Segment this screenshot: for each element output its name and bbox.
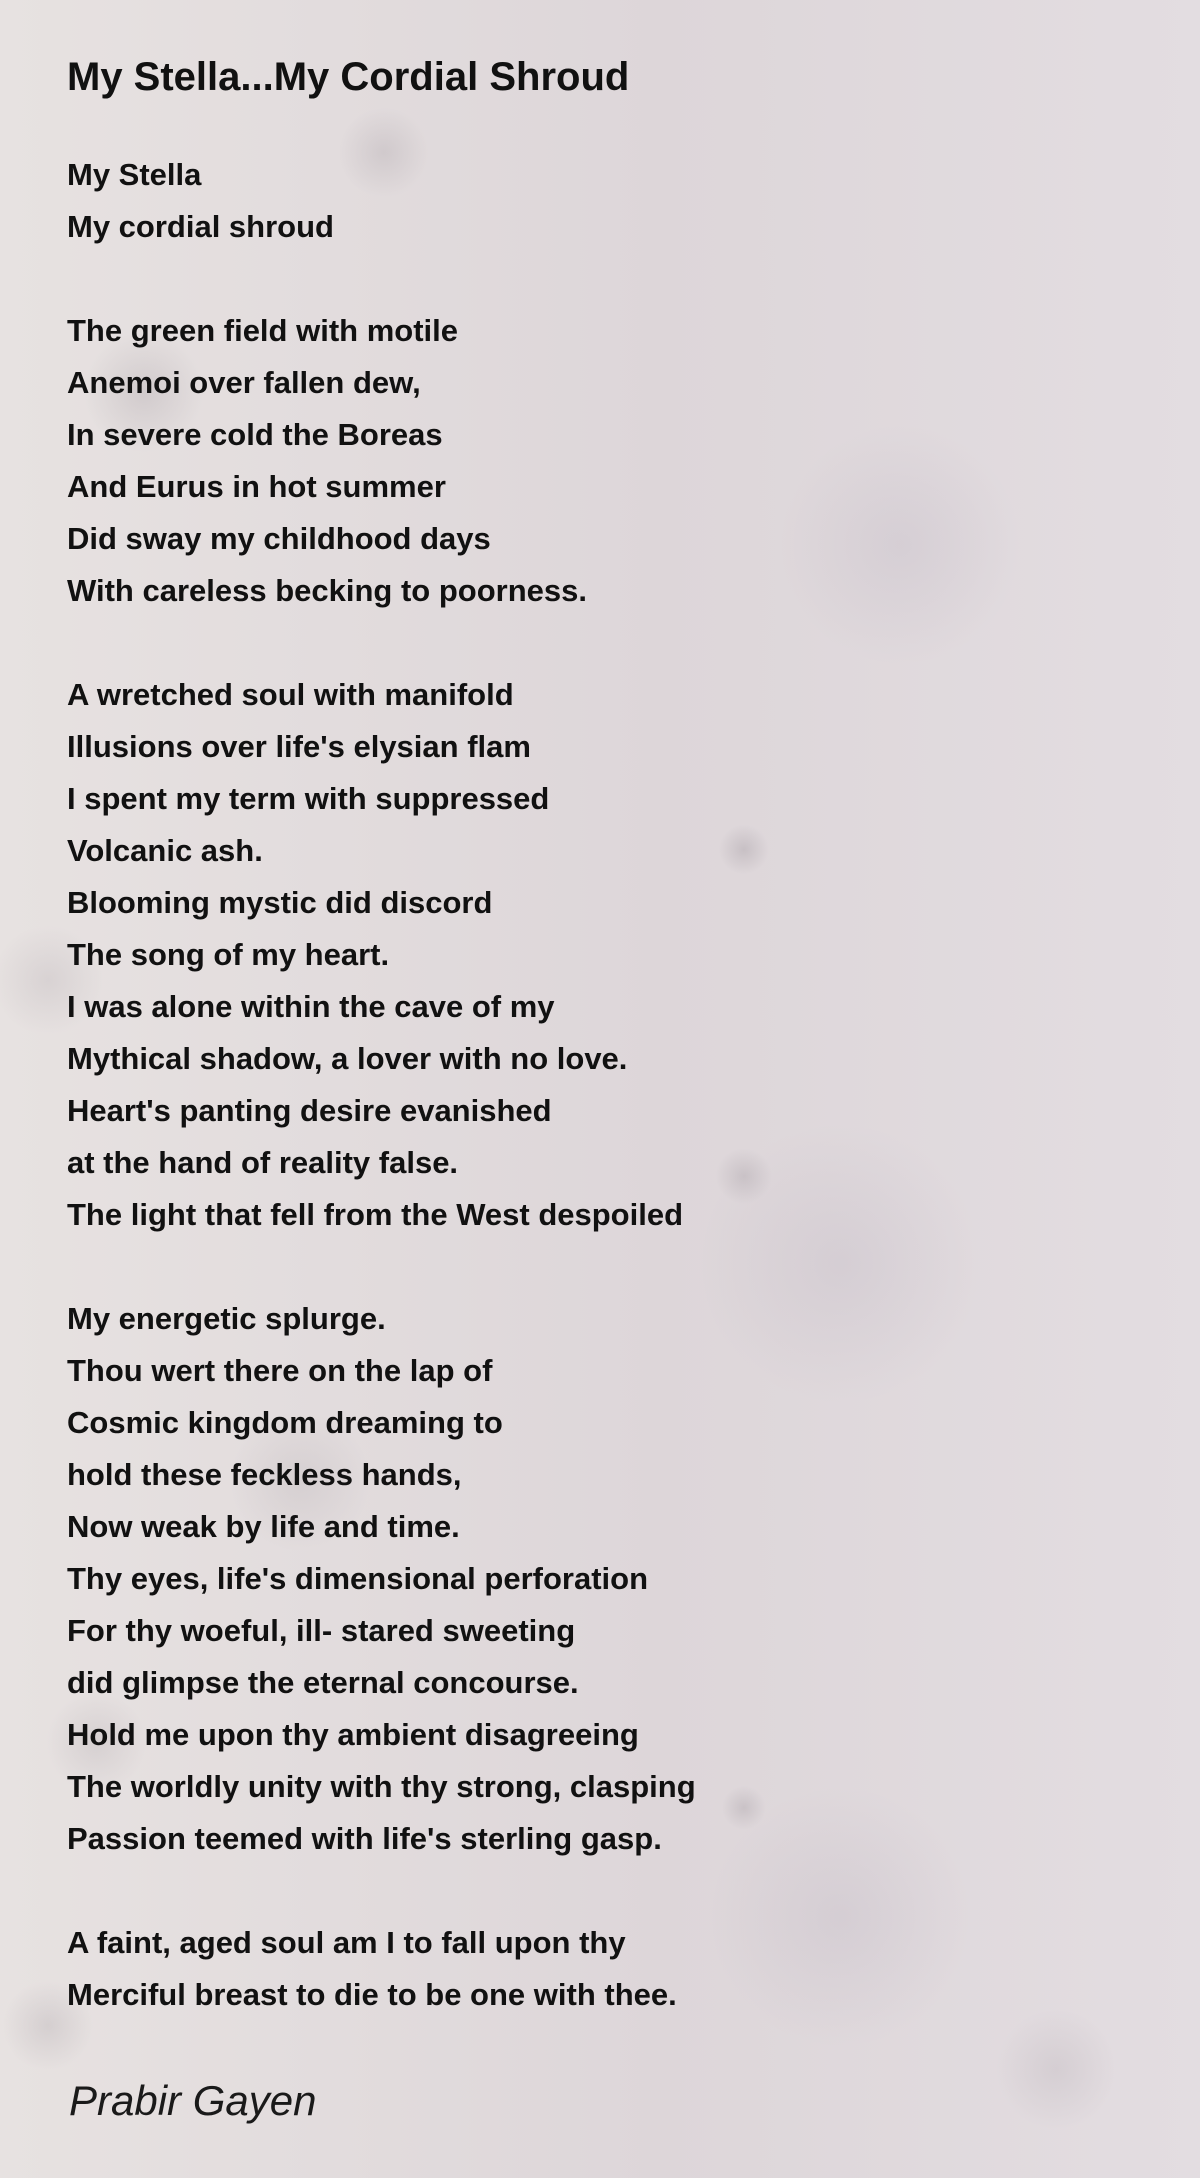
poem-line: did glimpse the eternal concourse.: [67, 1665, 579, 1700]
stanza-1: [67, 149, 1147, 253]
stanza-2: [67, 305, 1147, 617]
poem-line: Now weak by life and time.: [67, 1509, 460, 1544]
poem-line: Thy eyes, life's dimensional perforation: [67, 1561, 649, 1596]
poem-line: Heart's panting desire evanished: [67, 1093, 552, 1128]
poem-line: hold these feckless hands,: [67, 1457, 462, 1492]
poem-line: Merciful breast to die to be one with thee.: [67, 1977, 677, 2012]
poem-line: My cordial shroud: [67, 209, 334, 244]
poem-line: Cosmic kingdom dreaming to: [67, 1405, 503, 1440]
stanza-3: [67, 669, 1147, 1241]
poem-line: In severe cold the Boreas: [67, 417, 443, 452]
poem-line: Hold me upon thy ambient disagreeing: [67, 1717, 639, 1752]
poem-line: For thy woeful, ill- stared sweeting: [67, 1613, 576, 1648]
poem-line: And Eurus in hot summer: [67, 469, 446, 504]
poem-line: My Stella: [67, 157, 202, 192]
stanza-5: [67, 1917, 1147, 2021]
poem-line: Volcanic ash.: [67, 833, 263, 868]
stanza-4: [67, 1293, 1147, 1865]
poem-line: Mythical shadow, a lover with no love.: [67, 1041, 628, 1076]
poem-line: My energetic splurge.: [67, 1301, 386, 1336]
poem-line: I was alone within the cave of my: [67, 989, 555, 1024]
poem-line: The light that fell from the West despoiled: [67, 1197, 684, 1232]
poem-line: The song of my heart.: [67, 937, 390, 972]
poem-line: Blooming mystic did discord: [67, 885, 493, 920]
poem-line: A faint, aged soul am I to fall upon thy: [67, 1925, 626, 1960]
poem-line: at the hand of reality false.: [67, 1145, 459, 1180]
poem-line: Illusions over life's elysian flam: [67, 729, 531, 764]
poem-line: Did sway my childhood days: [67, 521, 491, 556]
poem-title: My Stella...My Cordial Shroud: [67, 55, 630, 99]
poem-body: [67, 149, 1147, 2073]
poem-line: Anemoi over fallen dew,: [67, 365, 421, 400]
poem-line: I spent my term with suppressed: [67, 781, 550, 816]
poem-line: Passion teemed with life's sterling gasp.: [67, 1821, 662, 1856]
poem-author: Prabir Gayen: [69, 2077, 317, 2124]
poem-line: The green field with motile: [67, 313, 458, 348]
poem-line: The worldly unity with thy strong, clasping: [67, 1769, 696, 1804]
poem-line: Thou wert there on the lap of: [67, 1353, 493, 1388]
poem-line: A wretched soul with manifold: [67, 677, 514, 712]
poem-line: With careless becking to poorness.: [67, 573, 587, 608]
